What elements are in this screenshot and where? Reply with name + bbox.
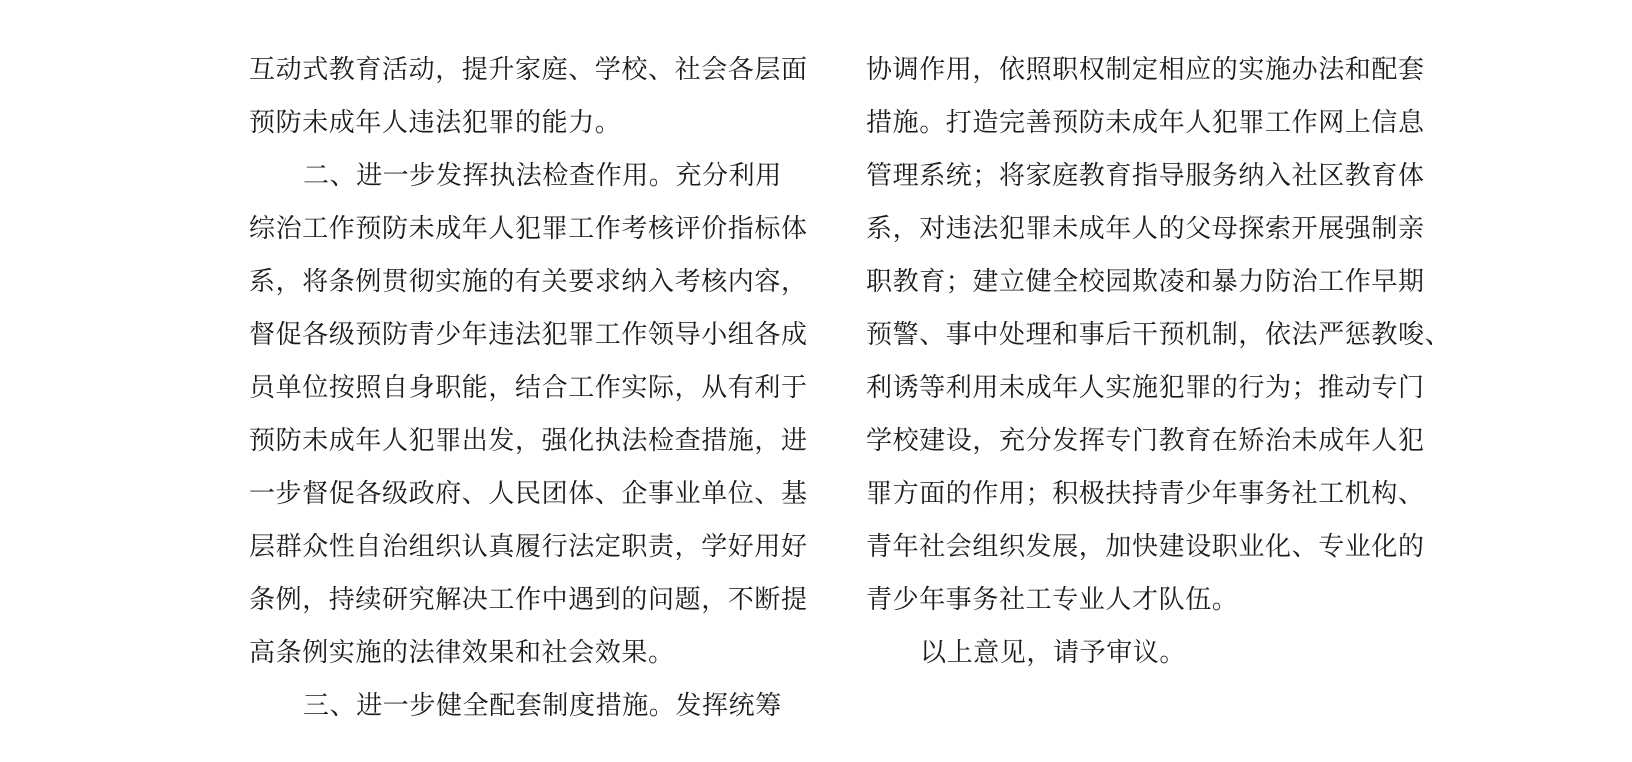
text-line: 预警、事中处理和事后干预机制，依法严惩教唆、 xyxy=(866,320,1452,350)
text-line: 系，对违法犯罪未成年人的父母探索开展强制亲 xyxy=(866,214,1425,244)
text-line: 青少年事务社工专业人才队伍。 xyxy=(866,585,1239,615)
text-line: 罪方面的作用；积极扶持青少年事务社工机构、 xyxy=(866,479,1425,509)
text-line: 员单位按照自身职能，结合工作实际，从有利于 xyxy=(249,373,808,403)
text-line: 学校建设，充分发挥专门教育在矫治未成年人犯 xyxy=(866,426,1425,456)
text-line: 青年社会组织发展，加快建设职业化、专业化的 xyxy=(866,532,1425,562)
right-text-column xyxy=(866,44,1452,680)
text-line: 措施。打造完善预防未成年人犯罪工作网上信息 xyxy=(866,108,1425,138)
text-line: 督促各级预防青少年违法犯罪工作领导小组各成 xyxy=(249,320,808,350)
left-text-column xyxy=(249,44,809,733)
section-heading-line: 二、进一步发挥执法检查作用。充分利用 xyxy=(303,161,782,191)
text-line: 层群众性自治组织认真履行法定职责，学好用好 xyxy=(249,532,808,562)
text-line: 预防未成年人犯罪出发，强化执法检查措施，进 xyxy=(249,426,808,456)
text-line: 条例，持续研究解决工作中遇到的问题，不断提 xyxy=(249,585,808,615)
text-line: 互动式教育活动，提升家庭、学校、社会各层面 xyxy=(249,55,808,85)
text-line: 一步督促各级政府、人民团体、企事业单位、基 xyxy=(249,479,808,509)
closing-line: 以上意见，请予审议。 xyxy=(920,638,1187,668)
text-line: 系，将条例贯彻实施的有关要求纳入考核内容， xyxy=(249,267,808,297)
text-line: 职教育；建立健全校园欺凌和暴力防治工作早期 xyxy=(866,267,1425,297)
text-line: 综治工作预防未成年人犯罪工作考核评价指标体 xyxy=(249,214,808,244)
section-heading-line: 三、进一步健全配套制度措施。发挥统筹 xyxy=(303,691,782,721)
text-line: 利诱等利用未成年人实施犯罪的行为；推动专门 xyxy=(866,373,1425,403)
text-line: 高条例实施的法律效果和社会效果。 xyxy=(249,638,675,668)
text-line: 管理系统；将家庭教育指导服务纳入社区教育体 xyxy=(866,161,1425,191)
text-line: 预防未成年人违法犯罪的能力。 xyxy=(249,108,622,138)
text-line: 协调作用，依照职权制定相应的实施办法和配套 xyxy=(866,55,1425,85)
